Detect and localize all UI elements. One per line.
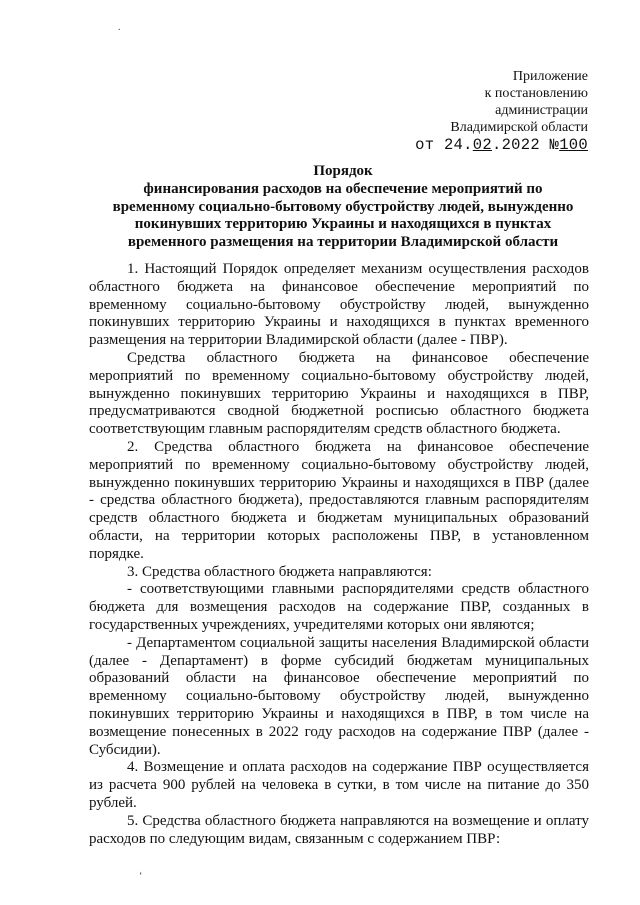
annex-line-1: Приложение — [512, 69, 588, 84]
date-prefix: от 24. — [415, 136, 473, 154]
paragraph-1: 1. Настоящий Порядок определяет механизм осуществления расходов областного бюджета на финансовое обеспечение мероприятий по временному социально-бытовому обустройству людей, вынужденно покинувших территорию Украины и находящихся в пунктах временного размещения на территории Владимирской области (далее - ПВР). — [89, 261, 589, 349]
paragraph-5: - соответствующими главными распорядителями средств областного бюджета для возмещения расходов на содержание ПВР, созданных в государственных учреждениях, учредителями которых они являются; — [89, 581, 589, 633]
annex-date-line — [415, 137, 588, 154]
title-line-3: временному социально-бытовому обустройству людей, вынужденно — [112, 198, 574, 215]
paragraph-6: - Департаментом социальной защиты населения Владимирской области (далее - Департамент) в форме субсидий бюджетам муниципальных образований области на финансовое обеспечение мероприятий по временному социально-бытовому обустройству людей, вынужденно покинувших территорию Украины и находящихся в ПВР, в том числе на возмещение понесенных в 2022 году расходов на содержание ПВР (далее - Субсидии). — [89, 634, 589, 758]
date-suffix: .2022 № — [491, 136, 560, 154]
paragraph-7: 4. Возмещение и оплата расходов на содержание ПВР осуществляется из расчета 900 рублей на человека в сутки, в том числе на питание до 350 рублей. — [89, 759, 589, 811]
document-number: 100 — [559, 136, 588, 154]
annex-header — [415, 68, 588, 154]
document-title — [88, 163, 598, 252]
paragraph-2: Средства областного бюджета на финансовое обеспечение мероприятий по временному социально-бытовому обустройству людей, вынужденно покинувших территорию Украины и находящихся в ПВР, предусматриваются сводной бюджетной росписью областного бюджета соответствующим главным распорядителям средств областного бюджета. — [89, 349, 589, 438]
paragraph-8: 5. Средства областного бюджета направляются на возмещение и оплату расходов по следующим видам, связанным с содержанием ПВР: — [89, 812, 589, 847]
annex-line-4: Владимирской области — [450, 120, 588, 135]
title-line-4: покинувших территорию Украины и находящихся в пунктах — [134, 216, 552, 233]
title-line-5: временного размещения на территории Владимирской области — [127, 234, 559, 251]
date-month: 02 — [472, 136, 492, 154]
scan-speck: . — [118, 22, 121, 33]
title-line-2: финансирования расходов на обеспечение мероприятий по — [143, 180, 543, 197]
annex-line-2: к постановлению — [484, 86, 588, 101]
paragraph-3: 2. Средства областного бюджета на финансовое обеспечение мероприятий по временному социально-бытовому обустройству людей, вынужденно покинувших территорию Украины и находящихся в ПВР (далее - средства областного бюджета), предоставляются главным распорядителям средств областного бюджета и бюджетам муниципальных образований области, на территории которых расположены ПВР, в установленном порядке. — [89, 438, 589, 562]
scan-mark: ‘ — [139, 871, 143, 882]
paragraph-4: 3. Средства областного бюджета направляются: — [127, 563, 432, 580]
document-body — [89, 261, 589, 848]
title-line-1: Порядок — [313, 163, 373, 179]
annex-line-3: администрации — [495, 103, 588, 118]
